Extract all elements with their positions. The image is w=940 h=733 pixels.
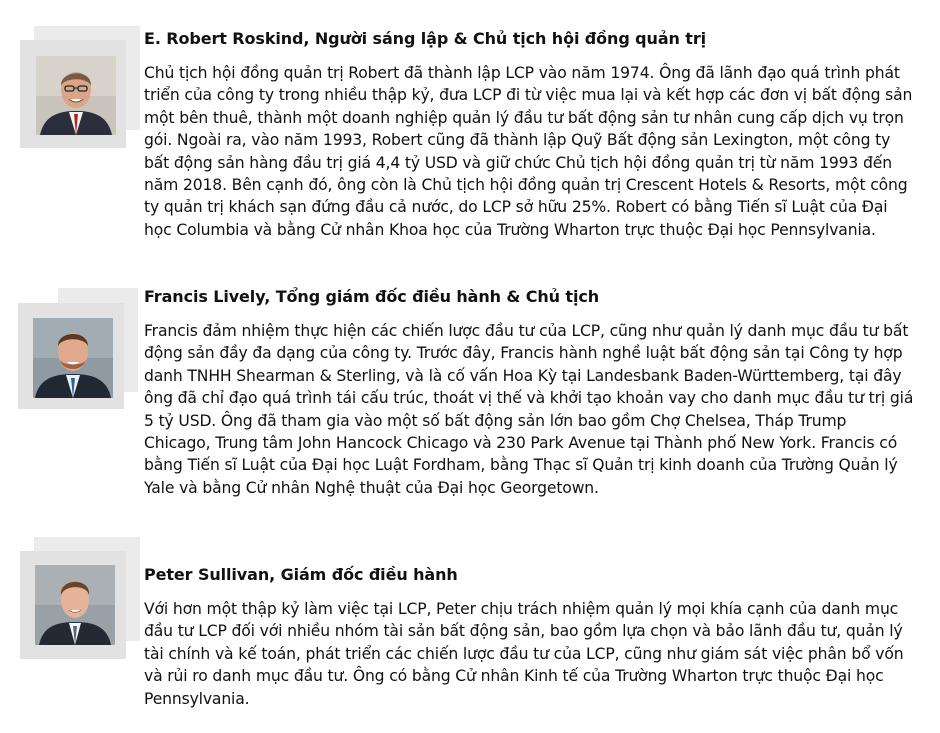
person-bio: Với hơn một thập kỷ làm việc tại LCP, Peter chịu trách nhiệm quản lý mọi khía cạnh của danh mục đầu tư LCP đối với nhiều nhóm tài sản bất động sản, bao gồm lựa chọn và bảo lãnh đầu tư, quản lý tài chính và kế toán, phát triển các chiến lược đầu tư của LCP, cũng như giám sát việc phân bổ vốn và rủi ro danh mục đầu tư. Ông có bằng Cử nhân Kinh tế của Trường Wharton trực thuộc Đại học Pennsylvania.: [144, 600, 904, 708]
portrait-photo-peter-sullivan: [35, 565, 115, 645]
portrait-photo-francis-lively: [33, 318, 113, 398]
person-name-title: Peter Sullivan, Giám đốc điều hành: [144, 565, 458, 584]
person-bio: Chủ tịch hội đồng quản trị Robert đã thành lập LCP vào năm 1974. Ông đã lãnh đạo quá trình phát triển của công ty trong nhiều thập kỷ, đưa LCP đi từ việc mua lại và kết hợp các đơn vị bất động sản một bên thuê, thành một doanh nghiệp quản lý đầu tư bất động sản tư nhân cung cấp dịch vụ trọn gói. Ngoài ra, vào năm 1993, Robert cũng đã thành lập Quỹ Bất động sản Lexington, một công ty bất động sản hàng đầu trị giá 4,4 tỷ USD và giữ chức Chủ tịch hội đồng quản trị từ năm 1993 đến năm 2018. Bên cạnh đó, ông còn là Chủ tịch hội đồng quản trị Crescent Hotels & Resorts, một công ty quản trị khách sạn đứng đầu cả nước, do LCP sở hữu 25%. Robert có bằng Tiến sĩ Luật của Đại học Columbia và bằng Cử nhân Khoa học của Trường Wharton trực thuộc Đại học Pennsylvania.: [144, 64, 913, 239]
person-name-title: Francis Lively, Tổng giám đốc điều hành & Chủ tịch: [144, 287, 600, 306]
person-name-title: E. Robert Roskind, Người sáng lập & Chủ tịch hội đồng quản trị: [144, 29, 706, 48]
portrait-photo-robert-roskind: [36, 56, 116, 135]
person-bio: Francis đảm nhiệm thực hiện các chiến lược đầu tư của LCP, cũng như quản lý danh mục đầu tư bất động sản đầy đa dạng của công ty. Trước đây, Francis hành nghề luật bất động sản tại Công ty hợp danh TNHH Shearman & Sterling, và là cố vấn Hoa Kỳ tại Landesbank Baden-Württemberg, tại đây ông đã chỉ đạo quá trình tái cấu trúc, thoát vị thế và khởi tạo khoản vay cho danh mục đầu tư trị giá 5 tỷ USD. Ông đã tham gia vào một số bất động sản lớn bao gồm Chợ Chelsea, Tháp Trump Chicago, Trung tâm John Hancock Chicago và 230 Park Avenue tại Thành phố New York. Francis có bằng Tiến sĩ Luật của Đại học Luật Fordham, bằng Thạc sĩ Quản trị kinh doanh của Trường Quản lý Yale và bằng Cử nhân Nghệ thuật của Đại học Georgetown.: [144, 322, 914, 497]
